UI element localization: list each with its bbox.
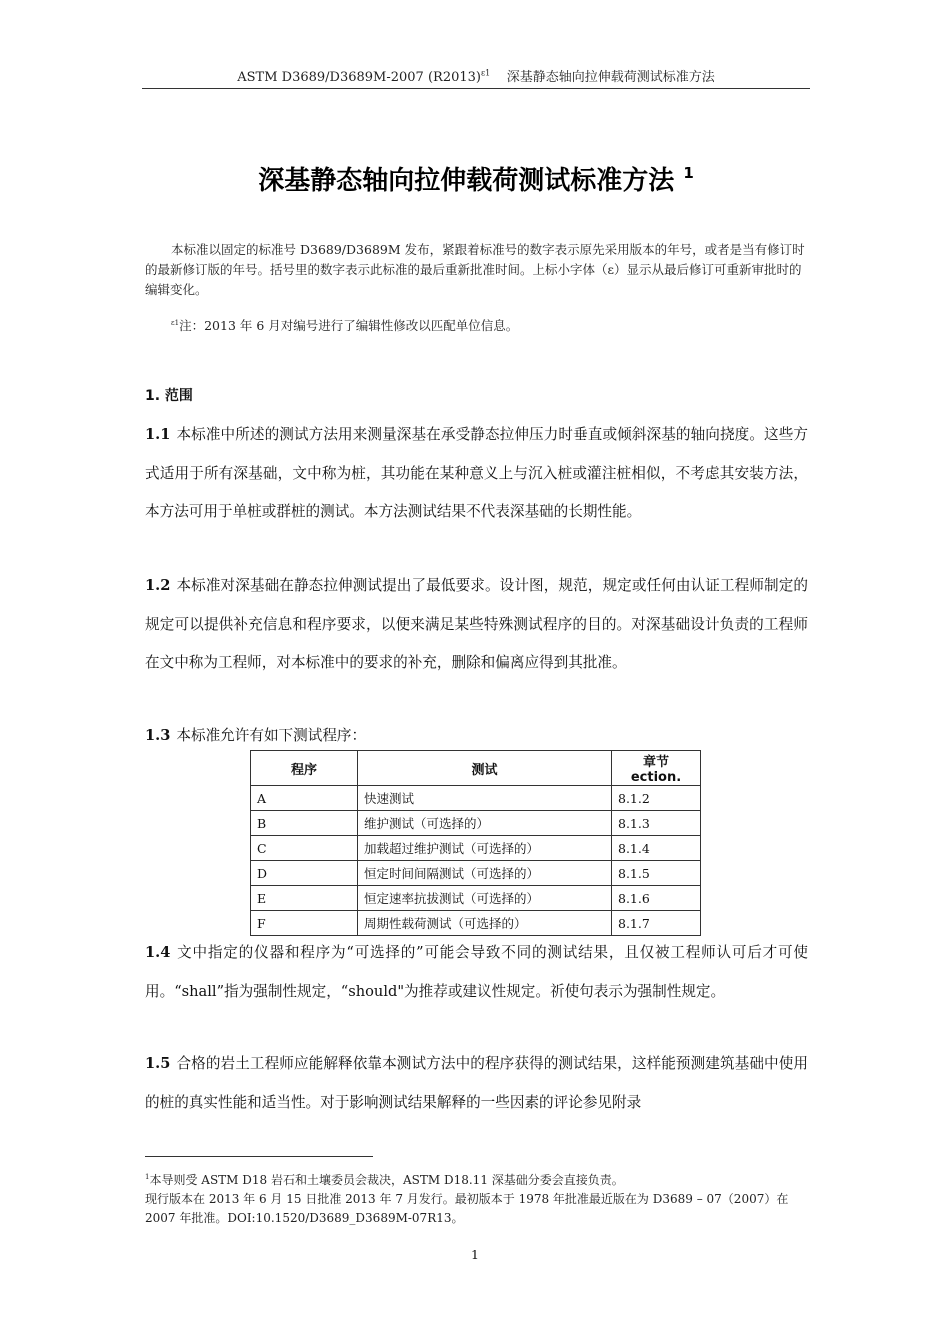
paragraph-number: 1.1 xyxy=(145,426,171,443)
footnote-2: 现行版本在 2013 年 6 月 15 日批准 2013 年 7 月发行。最初版本于 1978 年批准最近版在为 D3689 – 07（2007）在 2007 年批准。DOI:10.1520/D3689_D3689M-07R13。 xyxy=(145,1192,789,1225)
header-rule xyxy=(142,88,810,89)
cell-test: 快速测试 xyxy=(358,786,612,811)
paragraph-1-2 xyxy=(145,567,808,683)
document-title xyxy=(142,160,810,197)
title-footnote-mark: 1 xyxy=(683,164,694,182)
table-row xyxy=(251,886,701,911)
header-code-sup: ε1 xyxy=(480,68,491,78)
procedures-table xyxy=(250,750,701,936)
paragraph-number: 1.4 xyxy=(145,944,171,961)
note-text: 注：2013 年 6 月对编号进行了编辑性修改以匹配单位信息。 xyxy=(179,318,519,333)
cell-procedure: B xyxy=(251,811,358,836)
paragraph-1-1 xyxy=(145,416,808,532)
table-header-row xyxy=(251,751,701,786)
cell-section: 8.1.7 xyxy=(612,911,701,936)
footnote-mark: 1 xyxy=(145,1173,150,1181)
footnote-text: 本导则受 ASTM D18 岩石和土壤委员会裁决，ASTM D18.11 深基础分委会直接负责。 xyxy=(149,1173,624,1187)
section-heading-scope: 1. 范围 xyxy=(145,388,193,404)
paragraph-text: 本标准中所述的测试方法用来测量深基在承受静态拉伸压力时垂直或倾斜深基的轴向挠度。这些方式适用于所有深基础，文中称为桩，其功能在某种意义上与沉入桩或灌注桩相似，不考虑其安装方法，本方法可用于单桩或群桩的测试。本方法测试结果不代表深基础的长期性能。 xyxy=(145,426,808,520)
header-test: 测试 xyxy=(358,751,612,786)
editorial-note xyxy=(171,316,518,334)
cell-procedure: D xyxy=(251,861,358,886)
header-code: ASTM D3689/D3689M-2007 (R2013) xyxy=(237,70,481,85)
header-procedure: 程序 xyxy=(251,751,358,786)
cell-section: 8.1.2 xyxy=(612,786,701,811)
table-row xyxy=(251,911,701,936)
cell-test: 维护测试（可选择的） xyxy=(358,811,612,836)
paragraph-number: 1.2 xyxy=(145,577,171,594)
paragraph-number: 1.3 xyxy=(145,727,171,744)
cell-test: 周期性载荷测试（可选择的） xyxy=(358,911,612,936)
paragraph-number: 1.5 xyxy=(145,1055,171,1072)
cell-test: 恒定时间间隔测试（可选择的） xyxy=(358,861,612,886)
paragraph-1-4 xyxy=(145,934,808,1011)
paragraph-text: 本标准对深基础在静态拉伸测试提出了最低要求。设计图，规范，规定或任何由认证工程师制定的规定可以提供补充信息和程序要求，以便来满足某些特殊测试程序的目的。对深基础设计负责的工程师在文中称为工程师，对本标准中的要求的补充，删除和偏离应得到其批准。 xyxy=(145,577,808,671)
note-sup: ε1 xyxy=(171,318,180,327)
cell-test: 恒定速率抗拔测试（可选择的） xyxy=(358,886,612,911)
intro-paragraph: 本标准以固定的标准号 D3689/D3689M 发布，紧跟着标准号的数字表示原先采用版本的年号，或者是当有修订时的最新修订版的年号。括号里的数字表示此标准的最后重新批准时间。上标小字体（ε）显示从最后修订可重新审批时的编辑变化。 xyxy=(145,242,805,297)
header-section: 章节 ection. xyxy=(612,751,701,786)
document-title-text: 深基静态轴向拉伸载荷测试标准方法 xyxy=(258,166,675,196)
paragraph-text: 文中指定的仪器和程序为“可选择的”可能会导致不同的测试结果，且仅被工程师认可后才可使用。“shall”指为强制性规定，“should"为推荐或建议性规定。祈使句表示为强制性规定。 xyxy=(145,944,808,1000)
cell-section: 8.1.3 xyxy=(612,811,701,836)
table-row xyxy=(251,836,701,861)
footnote-rule xyxy=(145,1156,373,1157)
cell-test: 加载超过维护测试（可选择的） xyxy=(358,836,612,861)
table-row xyxy=(251,811,701,836)
cell-procedure: E xyxy=(251,886,358,911)
header-title: 深基静态轴向拉伸载荷测试标准方法 xyxy=(506,70,715,85)
page-number: 1 xyxy=(471,1247,479,1262)
paragraph-text: 合格的岩土工程师应能解释依靠本测试方法中的程序获得的测试结果，这样能预测建筑基础中使用的桩的真实性能和适当性。对于影响测试结果解释的一些因素的评论参见附录 xyxy=(145,1055,808,1111)
paragraph-1-5 xyxy=(145,1045,808,1122)
cell-procedure: C xyxy=(251,836,358,861)
table-row xyxy=(251,786,701,811)
cell-procedure: F xyxy=(251,911,358,936)
cell-section: 8.1.5 xyxy=(612,861,701,886)
paragraph-text: 本标准允许有如下测试程序： xyxy=(176,727,367,744)
table-row xyxy=(251,861,701,886)
footnote-1 xyxy=(145,1168,808,1190)
cell-procedure: A xyxy=(251,786,358,811)
cell-section: 8.1.6 xyxy=(612,886,701,911)
cell-section: 8.1.4 xyxy=(612,836,701,861)
running-header xyxy=(142,66,810,85)
